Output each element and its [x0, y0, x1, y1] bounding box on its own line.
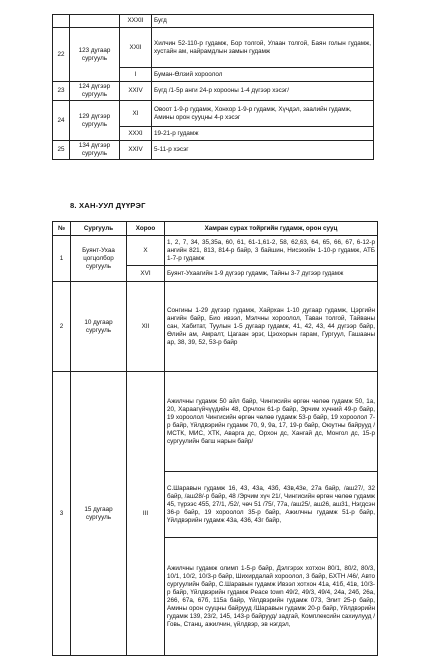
streets-cell: Хилчин 52-110-р гудамж, Бор толгой, Улаан толгой, Баян голын гудамж, хустайн ам, найрамдлын замын гудамж — [152, 28, 374, 68]
table-row — [53, 141, 374, 160]
khoroo-cell: XXII — [120, 28, 152, 68]
row-number-cell: 22 — [53, 28, 70, 82]
streets-cell: Ажилчны гудамж олимп 1-5-р байр, Дэлгэрэх хотхон 80/1, 80/2, 80/3, 10/1, 10/2, 10/3-р байр, Шихирдалай хороолол, 3 байр, БХТН /46/, Авто сургуулийн байр, С.Шаравын гудамж Ивээл хотхон 41а, 41б, 41в, 10/3-р байр, Үйлдвэрийн гудамж Peace town 49/2, 49/3, 49/4, 24а, 24б, 26а, 266, 67а, 67б, 115а байр, Үйлдвэрийн гудамж 073, Элит 25-р байр, Амины орон сууцны байрууд /Шаравын гудамж 20-р байр, Үйлдвэрийн гудамж 139, 23/2, 145, 143-р байрууд/ задгай, Комплексийн сахиулууд /Говь, Станц, ажилчин, үйлдвэр, эв нэгдэл, — [165, 538, 378, 656]
khoroo-cell: XXIV — [120, 82, 152, 101]
row-number-cell: 3 — [53, 372, 71, 656]
school-cell — [70, 15, 120, 28]
header-number: № — [53, 222, 71, 236]
table-header-row — [53, 222, 378, 236]
streets-cell: Бугд — [152, 15, 374, 28]
khoroo-cell: X — [127, 236, 165, 266]
school-cell: 134 дүгээр сургууль — [70, 141, 120, 160]
streets-cell: 19-21-р гудамж — [152, 127, 374, 141]
table-row — [53, 101, 374, 127]
school-cell: Буянт-Ухаа цогцолбор сургууль — [71, 236, 127, 282]
table-row — [53, 372, 378, 472]
row-number-cell: 25 — [53, 141, 70, 160]
row-number-cell: 2 — [53, 282, 71, 372]
school-cell: 10 дугаар сургууль — [71, 282, 127, 372]
streets-cell: Буянт-Ухаагийн 1-9 дүгээр гудамж, Тайны 3-7 дүгээр гудамж — [165, 266, 378, 282]
streets-cell: 5-11-р хэсэг — [152, 141, 374, 160]
streets-cell: Сонгины 1-29 дүгээр гудамж, Хайрхан 1-10 дугаар гудамж, Цэргийн ангийн байр, Био ивээл, Мэлчны хороолол, Таван толгой, Тайваны сан, Хабитат, Туулын 1-5 дугаар гудамж, 41, 42, 43, 44 дүгээр байр, Өлийн ам, Амралт, Цагаан эрэг, Цэохорын гарам, Гургуул, Гашааны ар, 38, 39, 52, 53-р байр — [165, 282, 378, 372]
header-streets: Хамран сурах тойргийн гудамж, орон сууц — [165, 222, 378, 236]
khoroo-cell: III — [127, 372, 165, 656]
district-schools-table-continued — [52, 14, 374, 160]
khoroo-cell: XXIV — [120, 141, 152, 160]
school-cell: 15 дугаар сургууль — [71, 372, 127, 656]
school-cell: 123 дугаар сургууль — [70, 28, 120, 82]
khoroo-cell: I — [120, 68, 152, 82]
khoroo-cell: XXXII — [120, 15, 152, 28]
khoroo-cell: XXXI — [120, 127, 152, 141]
streets-cell: 1, 2, 7, 34, 35,35а, 60, 61, 61-1,61-2, 58, 62,63, 64, 65, 66, 67, 6-12-р ангийн 821, 813, 814-р байр, 3 байшин, Нисэхийн 1-10-р гудамж, АТБ 1-7-р гудамж — [165, 236, 378, 266]
khoroo-cell: XVI — [127, 266, 165, 282]
header-school: Сургууль — [71, 222, 127, 236]
khoroo-cell: XII — [127, 282, 165, 372]
section-title: 8. ХАН-УУЛ ДҮҮРЭГ — [70, 201, 146, 210]
streets-cell: Бүгд /1-5р анги 24-р хорооны 1-4 дүгээр хэсэг/ — [152, 82, 374, 101]
table-row — [53, 236, 378, 266]
row-number-cell: 24 — [53, 101, 70, 141]
table-row — [53, 82, 374, 101]
streets-cell: С.Шаравын гудамж 16, 43, 43а, 43б, 43в,43e, 27а байр, /аш27/, 32 байр, /аш28/-р байр, 48 /Эрчим хүч 21/, Чингисийн өргөн чөлөө гудамж 45, түрээс 455, 27/1, /52/, чөч 51 /75/, 77а, /аш25/, аш26, аш31, Нэгдсэн 36-р байр, 19 хороолол 35-р байр, Ажилчны гудамж 51-р байр, Үйлдвэрийн гудамж 43а, 436, 43г байр, — [165, 472, 378, 538]
table-row — [53, 15, 374, 28]
khoroo-cell: XI — [120, 101, 152, 127]
streets-cell: Буман-Өлзий хороолол — [152, 68, 374, 82]
khan-uul-schools-table — [52, 221, 378, 656]
table-row — [53, 28, 374, 68]
row-number-cell: 23 — [53, 82, 70, 101]
school-cell: 129 дүгээр сургууль — [70, 101, 120, 141]
school-cell: 124 дүгээр сургууль — [70, 82, 120, 101]
row-number-cell — [53, 15, 70, 28]
header-khoroo: Хороо — [127, 222, 165, 236]
streets-cell: Ажилчны гудамж 50 айл байр, Чингисийн өргөн чөлөө гудамж 50, 1а, 20, Хараагүйчүүдийн 48, Орчлон 61-р байр, Эрчим хүчний 49-р байр, 19 хороолол Чингисийн өргөн чөлөө гудамж 53-р байр, 19 хороолол 7-р байр, Үйлдвэрийн гудамж 70, 9, 9а, 17, 19-р байр, Оюутны байрууд /МСТК, МИС, ХТК, Аварга дс, Орхон дс, Хангай дс, Монгол дс, 15-р сургуулийн багш нарын байр/ — [165, 372, 378, 472]
streets-cell: Овоот 1-9-р гудамж, Хонхор 1-9-р гудамж, Хүчдэл, заалийн гудамж, Амины орон сууцны 4-р хэсэг — [152, 101, 374, 127]
row-number-cell: 1 — [53, 236, 71, 282]
table-row — [53, 282, 378, 372]
